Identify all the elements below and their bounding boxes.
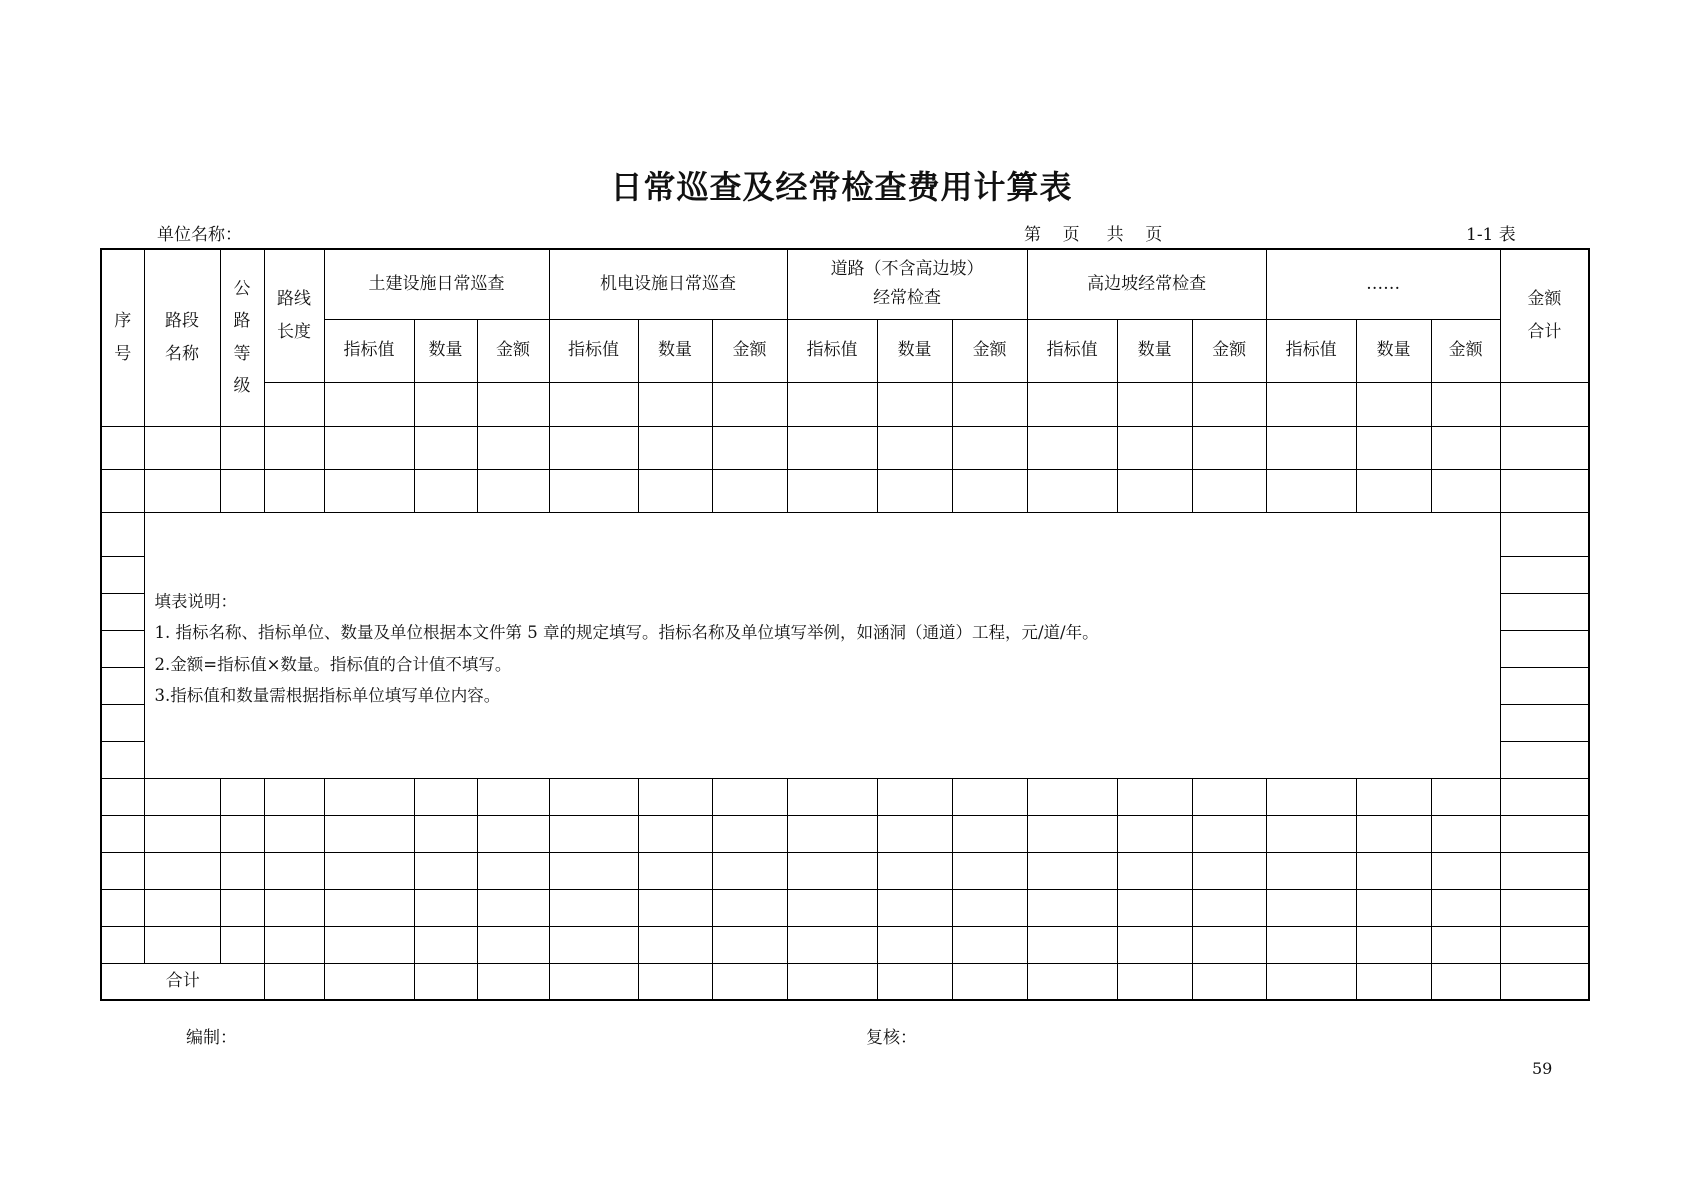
page-info: 第 页 共 页 [1024,225,1163,245]
subheader-amount: 金额 [1431,319,1500,382]
table-row [101,926,1589,963]
header-group-high-slope: 高边坡经常检查 [1027,249,1266,319]
table-row [101,852,1589,889]
header-group-more: …… [1266,249,1500,319]
header-segment-name: 路段 名称 [144,249,220,426]
table-row [101,815,1589,852]
page-title: 日常巡查及经常检查费用计算表 [610,168,1073,206]
subheader-amount: 金额 [477,319,549,382]
prepared-by-label: 编制： [186,1028,237,1048]
reviewed-by-label: 复核： [866,1028,917,1048]
subheader-amount: 金额 [712,319,787,382]
notes-item: 1. 指标名称、指标单位、数量及单位根据本文件第 5 章的规定填写。指标名称及单位填写举例，如涵洞（通道）工程，元/道/年。 [154,623,1099,642]
subheader-index: 指标值 [324,319,414,382]
cost-calculation-table [100,248,1590,1001]
table-row [101,778,1589,815]
table-row [101,889,1589,926]
header-group-electromechanical: 机电设施日常巡查 [549,249,787,319]
subheader-quantity: 数量 [1117,319,1192,382]
subheader-index: 指标值 [1027,319,1117,382]
subheader-amount: 金额 [952,319,1027,382]
notes-item: 2.金额=指标值×数量。指标值的合计值不填写。 [154,654,512,674]
header-route-length: 路线 长度 [264,249,324,382]
subheader-quantity: 数量 [1356,319,1431,382]
filling-instructions [144,512,1500,778]
header-group-road: 道路（不含高边坡） 经常检查 [787,249,1027,319]
header-seq: 序 号 [101,249,144,426]
notes-item: 3.指标值和数量需根据指标单位填写单位内容。 [154,686,501,705]
subheader-quantity: 数量 [414,319,477,382]
header-road-grade: 公 路 等 级 [220,249,264,426]
sum-row-label: 合计 [101,963,264,1000]
subheader-amount: 金额 [1192,319,1266,382]
subheader-index: 指标值 [787,319,877,382]
subheader-quantity: 数量 [877,319,952,382]
page-number: 59 [1532,1059,1553,1078]
table-row [101,426,1589,469]
subheader-quantity: 数量 [638,319,712,382]
unit-name-label: 单位名称： [157,225,242,245]
notes-heading: 填表说明： [154,591,237,611]
header-group-civil: 土建设施日常巡查 [324,249,549,319]
table-number: 1-1 表 [1466,225,1516,245]
subheader-index: 指标值 [549,319,638,382]
subheader-index: 指标值 [1266,319,1356,382]
header-total-amount: 金额 合计 [1500,249,1589,382]
table-row [101,469,1589,512]
